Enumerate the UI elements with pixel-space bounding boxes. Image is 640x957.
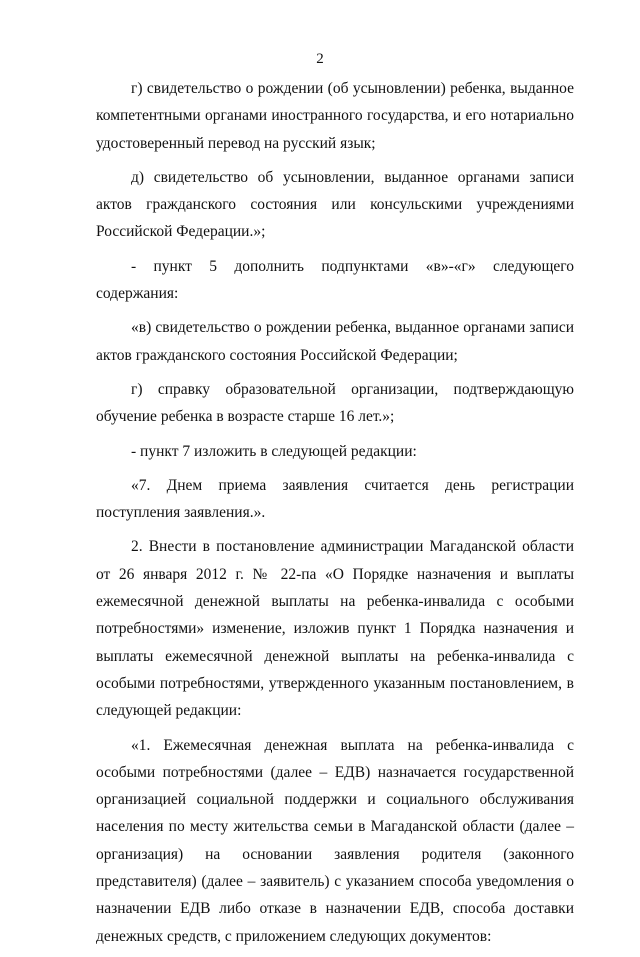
page-number: 2 [316,51,324,67]
paragraph-resolution-amendment: 2. Внести в постановление администрации Магаданской области от 26 января 2012 г. № 22-па «О Порядке назначения и выплаты ежемесячной денежной выплаты на ребенка-инвалида с особыми потребностями» изменение, изложив пункт 1 Порядка назначения и выплаты ежемесячной денежной выплаты на ребенка-инвалида с особыми потребностями, утвержденного указанным постановлением, в следующей редакции: [96,538,574,720]
document-body [96,75,574,957]
paragraph-education-certificate: г) справку образовательной организации, подтверждающую обучение ребенка в возрасте старше 16 лет.»; [96,380,574,426]
paragraph-application-date: «7. Днем приема заявления считается день регистрации поступления заявления.». [96,476,574,522]
paragraph-foreign-birth-certificate: г) свидетельство о рождении (об усыновлении) ребенка, выданное компетентными органами иностранного государства, и его нотариально удостоверенный перевод на русский язык; [96,80,574,152]
paragraph-birth-certificate-rf: «в) свидетельство о рождении ребенка, выданное органами записи актов гражданского состояния Российской Федерации; [96,319,574,364]
paragraph-adoption-certificate: д) свидетельство об усыновлении, выданное органами записи актов гражданского состояния или консульскими учреждениями Российской Федерации.»; [96,168,574,241]
paragraph-point-7-amendment: - пункт 7 изложить в следующей редакции: [131,442,417,460]
paragraph-point-5-amendment: - пункт 5 дополнить подпунктами «в»-«г» следующего содержания: [96,257,574,303]
paragraph-edv-assignment: «1. Ежемесячная денежная выплата на ребенка-инвалида с особыми потребностями (далее – ЕДВ) назначается государственной организацией социальной поддержки и социального обслуживания населения по месту жительства семьи в Магаданской области (далее – организация) на основании заявления родителя (законного представителя) (далее – заявитель) с указанием способа уведомления о назначении ЕДВ либо отказе в назначении ЕДВ, способа доставки денежных средств, с приложением следующих документов: [96,736,574,945]
